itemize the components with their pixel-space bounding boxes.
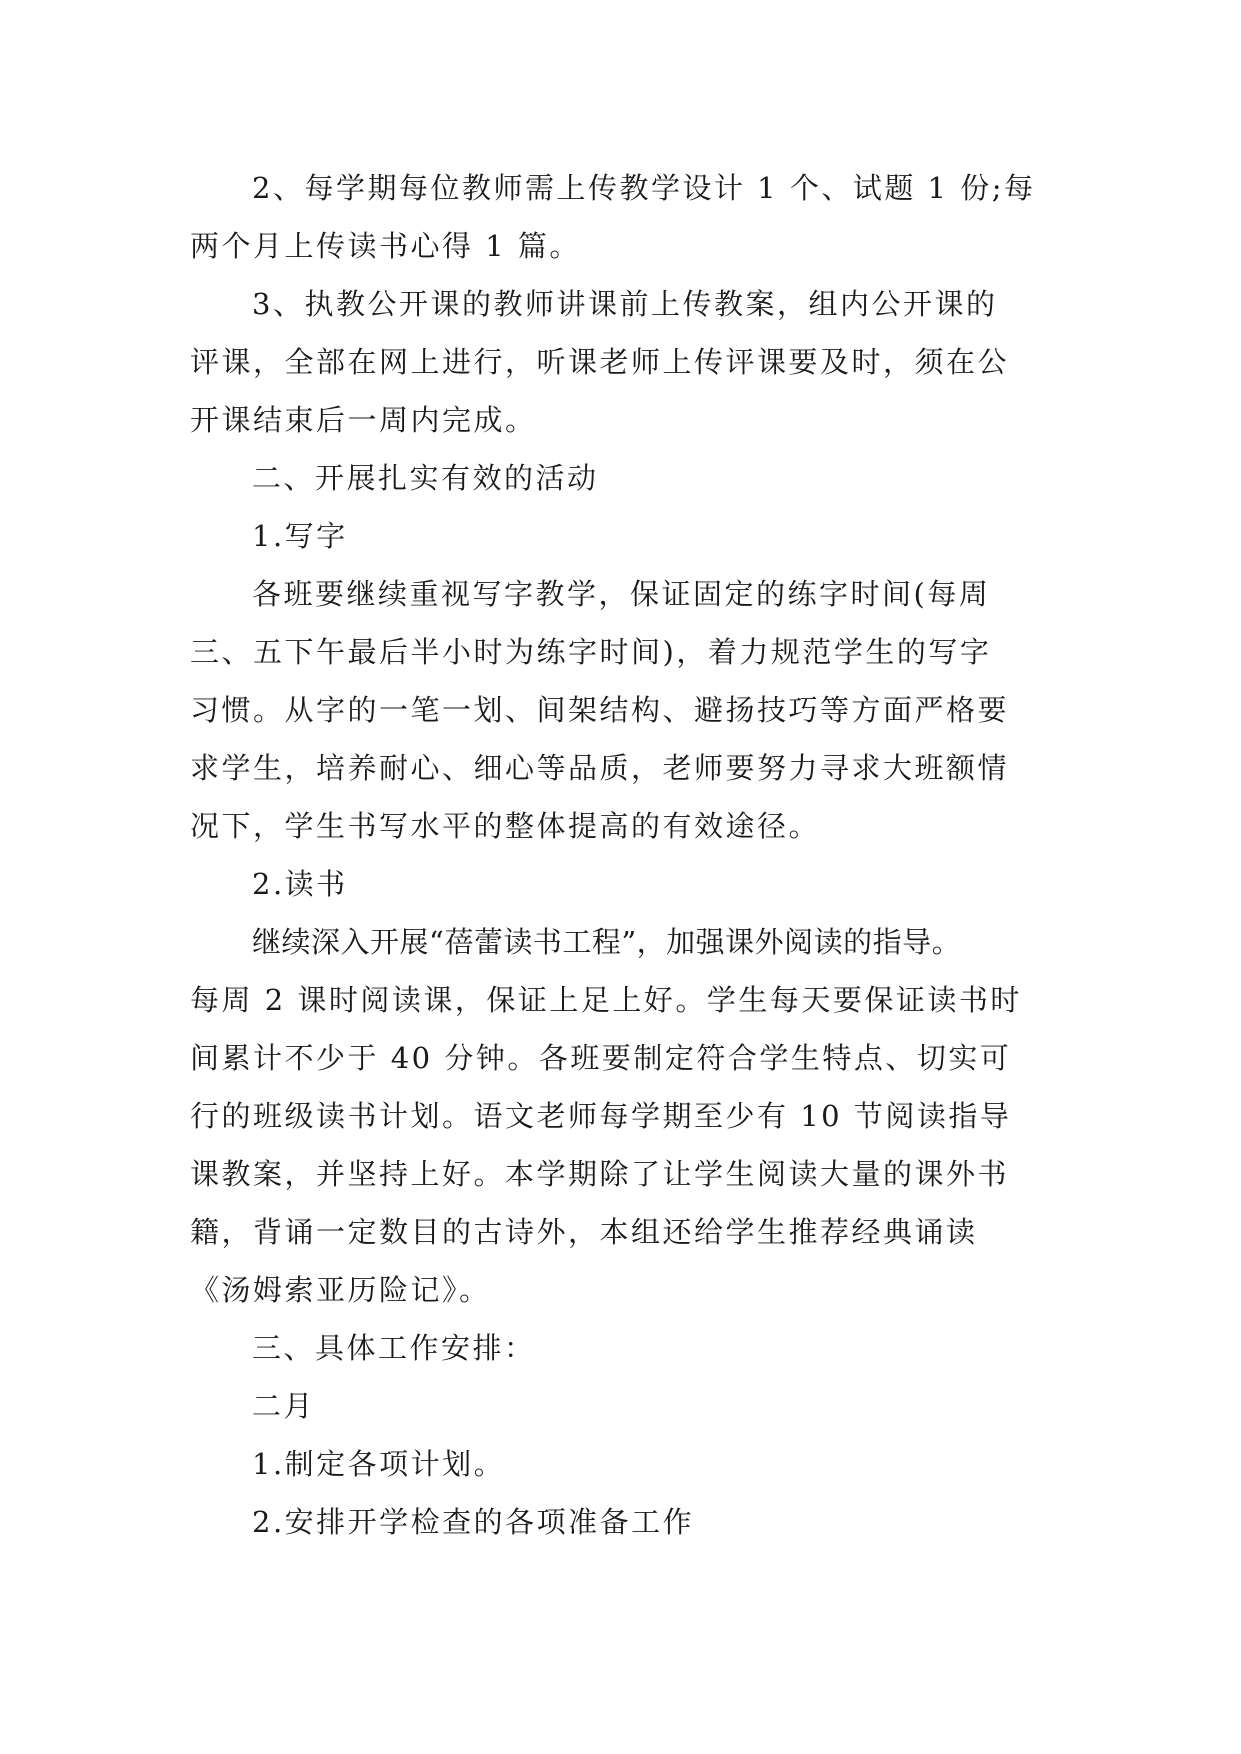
list-item: 1.制定各项计划。	[252, 1447, 506, 1481]
month-heading: 二月	[252, 1389, 316, 1423]
paragraph-line: 《汤姆索亚历险记》。	[190, 1273, 491, 1307]
section-heading: 三、具体工作安排：	[252, 1331, 536, 1365]
subsection-heading: 1.写字	[252, 519, 348, 553]
document-body	[190, 159, 1050, 1551]
paragraph-line: 3、执教公开课的教师讲课前上传教案，组内公开课的	[252, 287, 998, 321]
paragraph-line: 各班要继续重视写字教学，保证固定的练字时间(每周	[252, 577, 991, 611]
paragraph-line: 习惯。从字的一笔一划、间架结构、避扬技巧等方面严格要	[190, 693, 1010, 727]
paragraph-line: 每周 2 课时阅读课，保证上足上好。学生每天要保证读书时	[190, 983, 1022, 1017]
paragraph-line: 开课结束后一周内完成。	[190, 403, 537, 437]
paragraph-line: 评课，全部在网上进行，听课老师上传评课要及时，须在公	[190, 345, 1010, 379]
paragraph-line: 况下，学生书写水平的整体提高的有效途径。	[190, 809, 821, 843]
paragraph-line: 间累计不少于 40 分钟。各班要制定符合学生特点、切实可	[190, 1041, 1012, 1075]
section-heading: 二、开展扎实有效的活动	[252, 461, 599, 495]
paragraph-line: 行的班级读书计划。语文老师每学期至少有 10 节阅读指导	[190, 1099, 1012, 1133]
paragraph-line: 籍，背诵一定数目的古诗外，本组还给学生推荐经典诵读	[190, 1215, 978, 1249]
paragraph-line: 三、五下午最后半小时为练字时间)，着力规范学生的写字	[190, 635, 992, 669]
list-item: 2.安排开学检查的各项准备工作	[252, 1505, 695, 1539]
subsection-heading: 2.读书	[252, 867, 348, 901]
paragraph-line: 课教案，并坚持上好。本学期除了让学生阅读大量的课外书	[190, 1157, 1010, 1191]
paragraph-line: 2、每学期每位教师需上传教学设计 1 个、试题 1 份;每	[252, 171, 1036, 205]
paragraph-line: 求学生，培养耐心、细心等品质，老师要努力寻求大班额情	[190, 751, 1010, 785]
paragraph-line: 继续深入开展“蓓蕾读书工程”，加强课外阅读的指导。	[252, 925, 962, 959]
paragraph-line: 两个月上传读书心得 1 篇。	[190, 229, 581, 263]
